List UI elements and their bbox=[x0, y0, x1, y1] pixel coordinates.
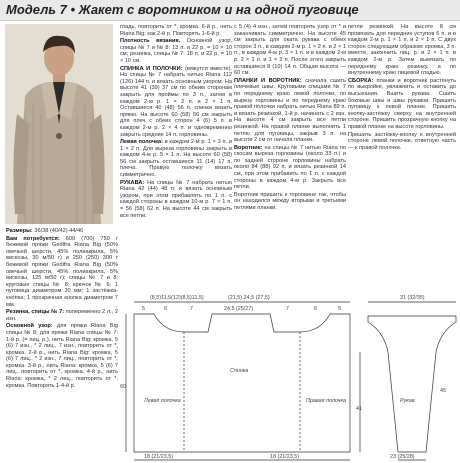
paragraph-text: для пряжи Riana Big спицы № 8; для пряжи Riana спицы № 7: 1-й р. (= лиц. р.), нить Riana Big: кромка, 5 (6) 7 изн., * 2 лиц., 7 изн., повторить от *, кромка. 2-й р., нить Riana Big: кромка, 5 (6) 7 лиц., * 2 изн., 7 лиц., повторить от *, кромка. 3-й р., нить Riana: кромка, 5 (6) 7 лиц., повторить от *, кромка. 4-й р., нить Riana: кромка, * 2 лиц., повторить от *, кромка. Повторять 1-4-й р. bbox=[6, 323, 118, 389]
paragraph bbox=[120, 24, 232, 37]
article-title: Модель 7 • Жакет с воротником и на одной пуговице bbox=[6, 2, 359, 17]
paragraph-heading: Вам потребуется: bbox=[6, 235, 60, 242]
paragraph-text: с 5 (4) 4 изн., затем повторять узор от * и заканчивать симметрично. На высоте 45 см закрыть для оката рукава с обеих сторон 3 п., в каждом 2-м р. 1 × 2 п. и 2 × 1 п., в каждом 4-м р. 3 × 1 п. и в каждом 2-м р. 2 × 1 п. и 1 × 2 п. После этого закрыть оставшиеся 8 (10) 14 п. Общая высота — 60 см. bbox=[234, 24, 346, 77]
paragraph-text: Воротник пришить к горловине так, чтобы он находился между вторыми и третьими петлями планки. bbox=[234, 191, 346, 212]
paragraph bbox=[348, 132, 456, 152]
instructions-column-2 bbox=[120, 24, 232, 292]
paragraph bbox=[234, 145, 346, 191]
paragraph-heading: СБОРКА: bbox=[348, 77, 374, 84]
paragraph-heading: Плотность вязания. bbox=[120, 38, 181, 45]
schematic-sub-label-3: 7 bbox=[190, 306, 193, 312]
schematic-back-label: Спинка bbox=[230, 368, 249, 374]
instructions-column-4 bbox=[348, 24, 456, 292]
schematic-top-center-label: (21,5) 24,5 (27,5) bbox=[228, 295, 270, 301]
paragraph-text: гладь, повторить от *, кромка. 6-й р., нить Riana Big: как 2-й р. Повторять 1-6-й р. bbox=[120, 24, 232, 37]
schematic-bottom-right-label: 23 (25/28) bbox=[390, 454, 415, 460]
schematic-height-left-label: 60 bbox=[120, 384, 126, 390]
schematic-height-mid-label: 41 bbox=[356, 406, 362, 412]
schematic-sub-label-1: 5 bbox=[142, 306, 145, 312]
instructions-column-1 bbox=[6, 228, 118, 460]
paragraph-text: (вяжутся вместе). На спицы № 7 набрать нитью Riana 112 (126) 144 п. и вязать основным узором. На высоте 41 (39) 37 см по обеим сторонам закрыть для проймы по 3 п., затем в каждом 2-м р. 1 × 2 п. и 2 × 1 п. Оставшиеся 40 (48) 56 п. спинки вязать прямо. На высоте 60 (58) 56 см закрыть для плеч с обеих сторон 4 (6) 5 п. в каждом 2-м р. 2 × 4 п. и одновременно закрыть средние 14 п. горловины. bbox=[120, 65, 232, 138]
article-header bbox=[0, 0, 460, 21]
paragraph-heading: Основной узор: bbox=[6, 323, 53, 330]
paragraph-heading: РУКАВА: bbox=[120, 179, 145, 186]
schematic-drawing bbox=[120, 292, 460, 463]
schematic-top-right-label: 31 (32/35) bbox=[400, 295, 425, 301]
paragraph bbox=[234, 78, 346, 144]
paragraph-heading: СПИНКА И ПОЛОЧКИ: bbox=[120, 65, 183, 72]
paragraph-text: петли резинкой. На высоте 8 см провязать для передних уступов 6 п. и в каждом 2-м р. 1 × 1 п. и 2 × 1 п. С двух сторон следующим образом: кромка, 3 п. вместе, закончить лиц. р. и 2 × 1 п. в каждом 2-м р. Затем вывязать по переднему краю резинку, а по внутреннему краю лицевой гладью. bbox=[348, 24, 456, 77]
paragraph bbox=[6, 309, 118, 322]
model-photo bbox=[5, 24, 113, 224]
schematic-bottom-left-label: 18 (21/23,5) bbox=[144, 454, 174, 460]
paragraph-heading: Резинка, спицы № 7: bbox=[6, 309, 65, 316]
instructions-column-3 bbox=[234, 24, 346, 292]
schematic-height-right-label: 45 bbox=[440, 388, 446, 394]
paragraph bbox=[6, 323, 118, 389]
paragraph-heading: Воротник: bbox=[234, 144, 263, 151]
paragraph-text: 36/38 (40/42) 44/46 bbox=[32, 228, 84, 234]
schematic-sub-label-5: 7 bbox=[286, 306, 289, 312]
paragraph bbox=[120, 38, 232, 64]
schematic-left-front-label: Левая полочка bbox=[144, 398, 181, 404]
paragraph bbox=[348, 24, 456, 77]
paragraph bbox=[6, 236, 118, 309]
schematic-bottom-mid-label: 18 (21/23,5) bbox=[270, 454, 300, 460]
paragraph-text: сначала сшить плечевые швы. Круговыми спицами № 7 по переднему краю левой полочки, по вырезу горловины и по переднему краю правой полочки набрать нитью Riana 89 п. и вязать резинкой, 1-й р. начинать с 2 изн. На высоте 4 см закрыть все петли резинкой. На правой планке выполнить 1 петлю для пуговицы, закрыв 3 п. на высоте 2 см от начала планки. bbox=[234, 77, 346, 144]
paragraph bbox=[120, 66, 232, 139]
paragraph-heading: Размеры: bbox=[6, 228, 33, 234]
paragraph-text: в каждом 2-м р. 1 × 3 п. и 1 × 2 п. Для выреза горловины закрыть в каждом 4-м р. 5 × 1 п. На высоте 60 (58) 56 см закрыть оставшиеся 11 (14) 17 п. плеча. Правую полочку вязать симметрично. bbox=[120, 139, 232, 179]
paragraph bbox=[120, 180, 232, 220]
schematic-sub-label-6: 6 bbox=[314, 306, 317, 312]
paragraph-heading: Левая полочка: bbox=[120, 139, 163, 146]
paragraph-text: планки и воротник растянуть по выкройке, увлажнить и оставить до высыхания. Вшить рукава. Сшить боковые швы и швы рукавов. Пришить пуговицу к левой планке. Пришить кнопку-застёжку сверху на внутренней стороне. Пришить прозрачную кнопку на правой планке на высоте горловины. bbox=[348, 77, 456, 130]
schematic-sub-label-4: 24,5 (25/27) bbox=[224, 306, 254, 312]
paragraph-text: 600 (700) 750 г бежевой пряжи Gedifra Riana Big (50% овечьей шерсти, 45% полиакрила, 5% вискозы, 30 м/50 г) и 250 (250) 300 г бежевой пряжи Gedifra Riana Big (50% овечьей шерсти, 45% полиакрила, 5% вискозы, 125 м/50 г); спицы № 7 и 8; круговые спицы № 8; крючок № 6; 1 пуговица диаметром 30 мм; 1 застёжка-кнопка; 1 прозрачная кнопка диаметром 7 мм. bbox=[6, 235, 118, 308]
schematic-right-front-label: Правая полочка bbox=[306, 398, 346, 404]
paragraph bbox=[120, 139, 232, 179]
paragraph bbox=[348, 78, 456, 131]
paragraph-text: попеременно 2 л., 2 изн. bbox=[6, 309, 118, 322]
paragraph bbox=[234, 24, 346, 77]
paragraph-heading: ПЛАНКИ И ВОРОТНИК: bbox=[234, 77, 302, 84]
woman-in-jacket-illustration bbox=[5, 24, 113, 224]
schematic-sleeve-label: Рукав bbox=[400, 398, 415, 404]
paragraph-text: На спицы № 7 набрать нитью Riana 42 (44) 48 п. и вязать основным узором, при этом прибавлять по 1 п. с каждой стороны в каждом 10-м р. 7 × 1 п. = 56 (58) 62 п. На высоте 44 см закрыть все петли. bbox=[120, 179, 232, 219]
paragraph-text: на спицы № 7 нитью Riana по скосам выреза горловины (около 33 п.) и по задней стороне горловины набрать около 84 (88) 92 п. и вязать резинкой 14 см, при этом прибавить по 1 п. с каждой стороны в каждом 4-м р. Закрыть все петли. bbox=[234, 144, 346, 191]
paragraph bbox=[6, 228, 118, 235]
schematic-sub-label-7: 5 bbox=[338, 306, 341, 312]
pattern-schematic bbox=[120, 292, 460, 463]
paragraph-text: Основной узор, спицы № 7 и № 8: 13 п. и 22 р. = 10 × 10 см; резинка, спицы № 7: 18 п. и 22 р. = 10 × 10 см. bbox=[120, 38, 232, 64]
schematic-sub-label-2: 6 bbox=[164, 306, 167, 312]
paragraph bbox=[234, 192, 346, 212]
paragraph-text: Пришить застёжку-кнопку к внутренней стороне левой полочки, ответную часть — к правой полочке. bbox=[348, 131, 456, 151]
schematic-top-left-label: (8,5)11,5(12)(8,5)11,5) bbox=[150, 295, 204, 301]
